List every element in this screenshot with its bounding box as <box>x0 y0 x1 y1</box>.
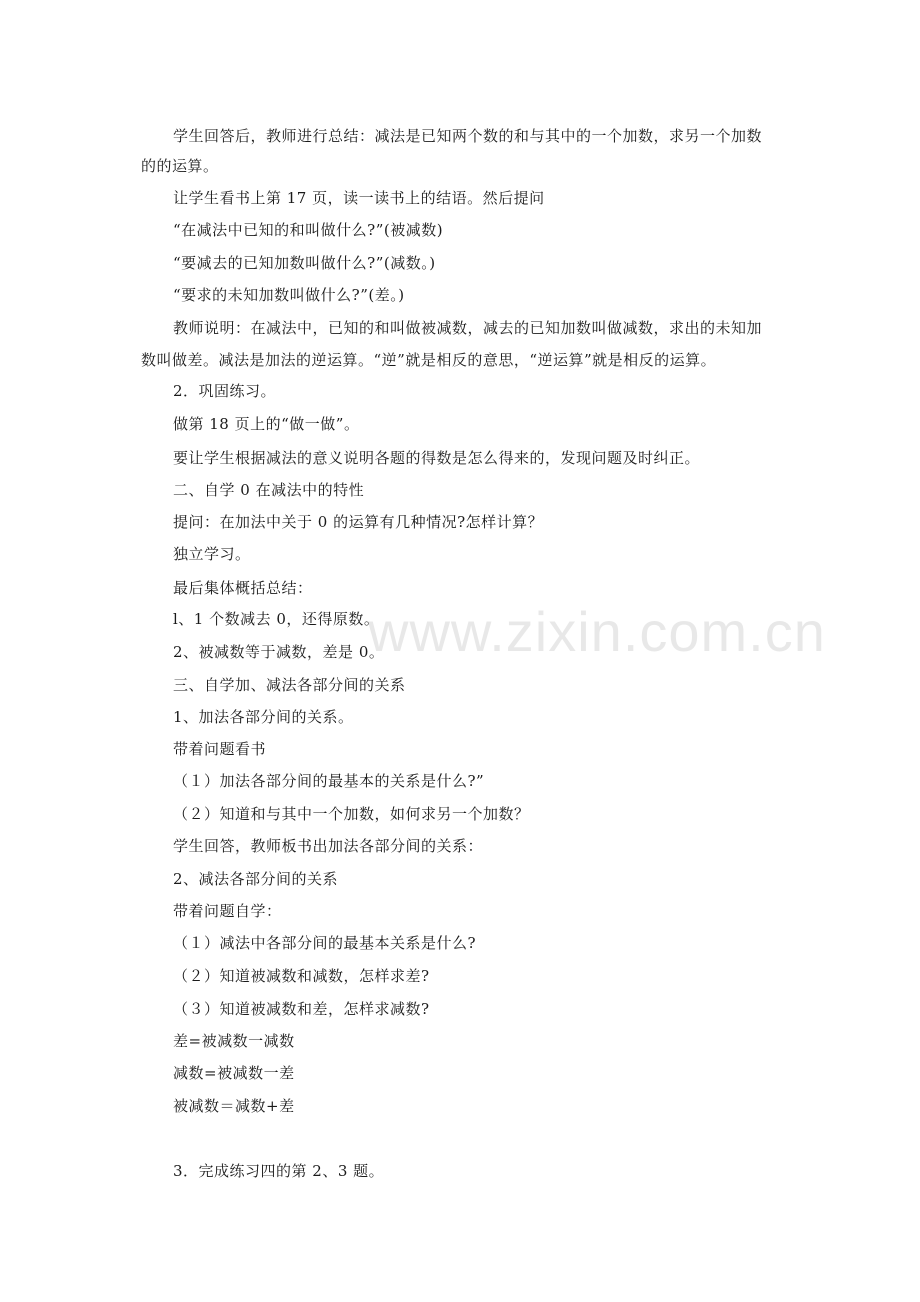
formula-line: 差=被减数一减数 <box>173 1032 295 1050</box>
list-item: 1、加法各部分间的关系。 <box>173 708 354 726</box>
paragraph-line: “在减法中已知的和叫做什么?”(被减数) <box>173 221 444 239</box>
paragraph-line: 最后集体概括总结： <box>173 579 313 597</box>
paragraph-line: 做第 18 页上的“做一做”。 <box>173 415 360 433</box>
list-item: （１）减法中各部分间的最基本关系是什么? <box>173 934 477 952</box>
paragraph-line: 数叫做差。减法是加法的逆运算。“逆”就是相反的意思，“逆运算”就是相反的运算。 <box>141 351 717 369</box>
list-item: 2、被减数等于减数，差是 0。 <box>173 643 385 661</box>
paragraph-line: 带着问题自学： <box>173 902 282 920</box>
list-item: （２）知道被减数和减数，怎样求差? <box>173 967 430 985</box>
section-heading: 三、自学加、减法各部分间的关系 <box>173 676 406 694</box>
paragraph-line: 2．巩固练习。 <box>173 382 277 400</box>
paragraph-line: 要让学生根据减法的意义说明各题的得数是怎么得来的，发现问题及时纠正。 <box>173 449 701 467</box>
paragraph-line: 的的运算。 <box>141 157 219 175</box>
list-item: （１）加法各部分间的最基本的关系是什么?” <box>173 772 485 790</box>
list-item: （３）知道被减数和差，怎样求减数? <box>173 1000 430 1018</box>
paragraph-line: “要求的未知加数叫做什么?”(差。) <box>173 286 405 304</box>
list-item: l、1 个数减去 0，还得原数。 <box>173 610 380 628</box>
section-heading: 二、自学 0 在减法中的特性 <box>173 481 365 499</box>
list-item: （２）知道和与其中一个加数，如何求另一个加数？ <box>173 805 530 823</box>
paragraph-line: 学生回答后，教师进行总结：减法是已知两个数的和与其中的一个加数，求另一个加数 <box>173 127 763 145</box>
paragraph-line: 带着问题看书 <box>173 740 267 758</box>
paragraph-line: 让学生看书上第 17 页，读一读书上的结语。然后提问 <box>173 189 545 207</box>
watermark: www.zixin.com.cn <box>368 600 826 663</box>
formula-line: 被减数＝减数+差 <box>173 1097 295 1115</box>
paragraph-line: 3．完成练习四的第 2、3 题。 <box>173 1162 385 1180</box>
paragraph-line: 独立学习。 <box>173 545 251 563</box>
formula-line: 减数=被减数一差 <box>173 1064 295 1082</box>
paragraph-line: 学生回答，教师板书出加法各部分间的关系： <box>173 837 484 855</box>
paragraph-line: 提问：在加法中关于 0 的运算有几种情况?怎样计算？ <box>173 513 544 531</box>
paragraph-line: 教师说明：在减法中，已知的和叫做被减数，减去的已知加数叫做减数，求出的未知加 <box>173 319 763 337</box>
list-item: 2、减法各部分间的关系 <box>173 870 339 888</box>
paragraph-line: “要减去的已知加数叫做什么?”(减数。) <box>173 254 436 272</box>
